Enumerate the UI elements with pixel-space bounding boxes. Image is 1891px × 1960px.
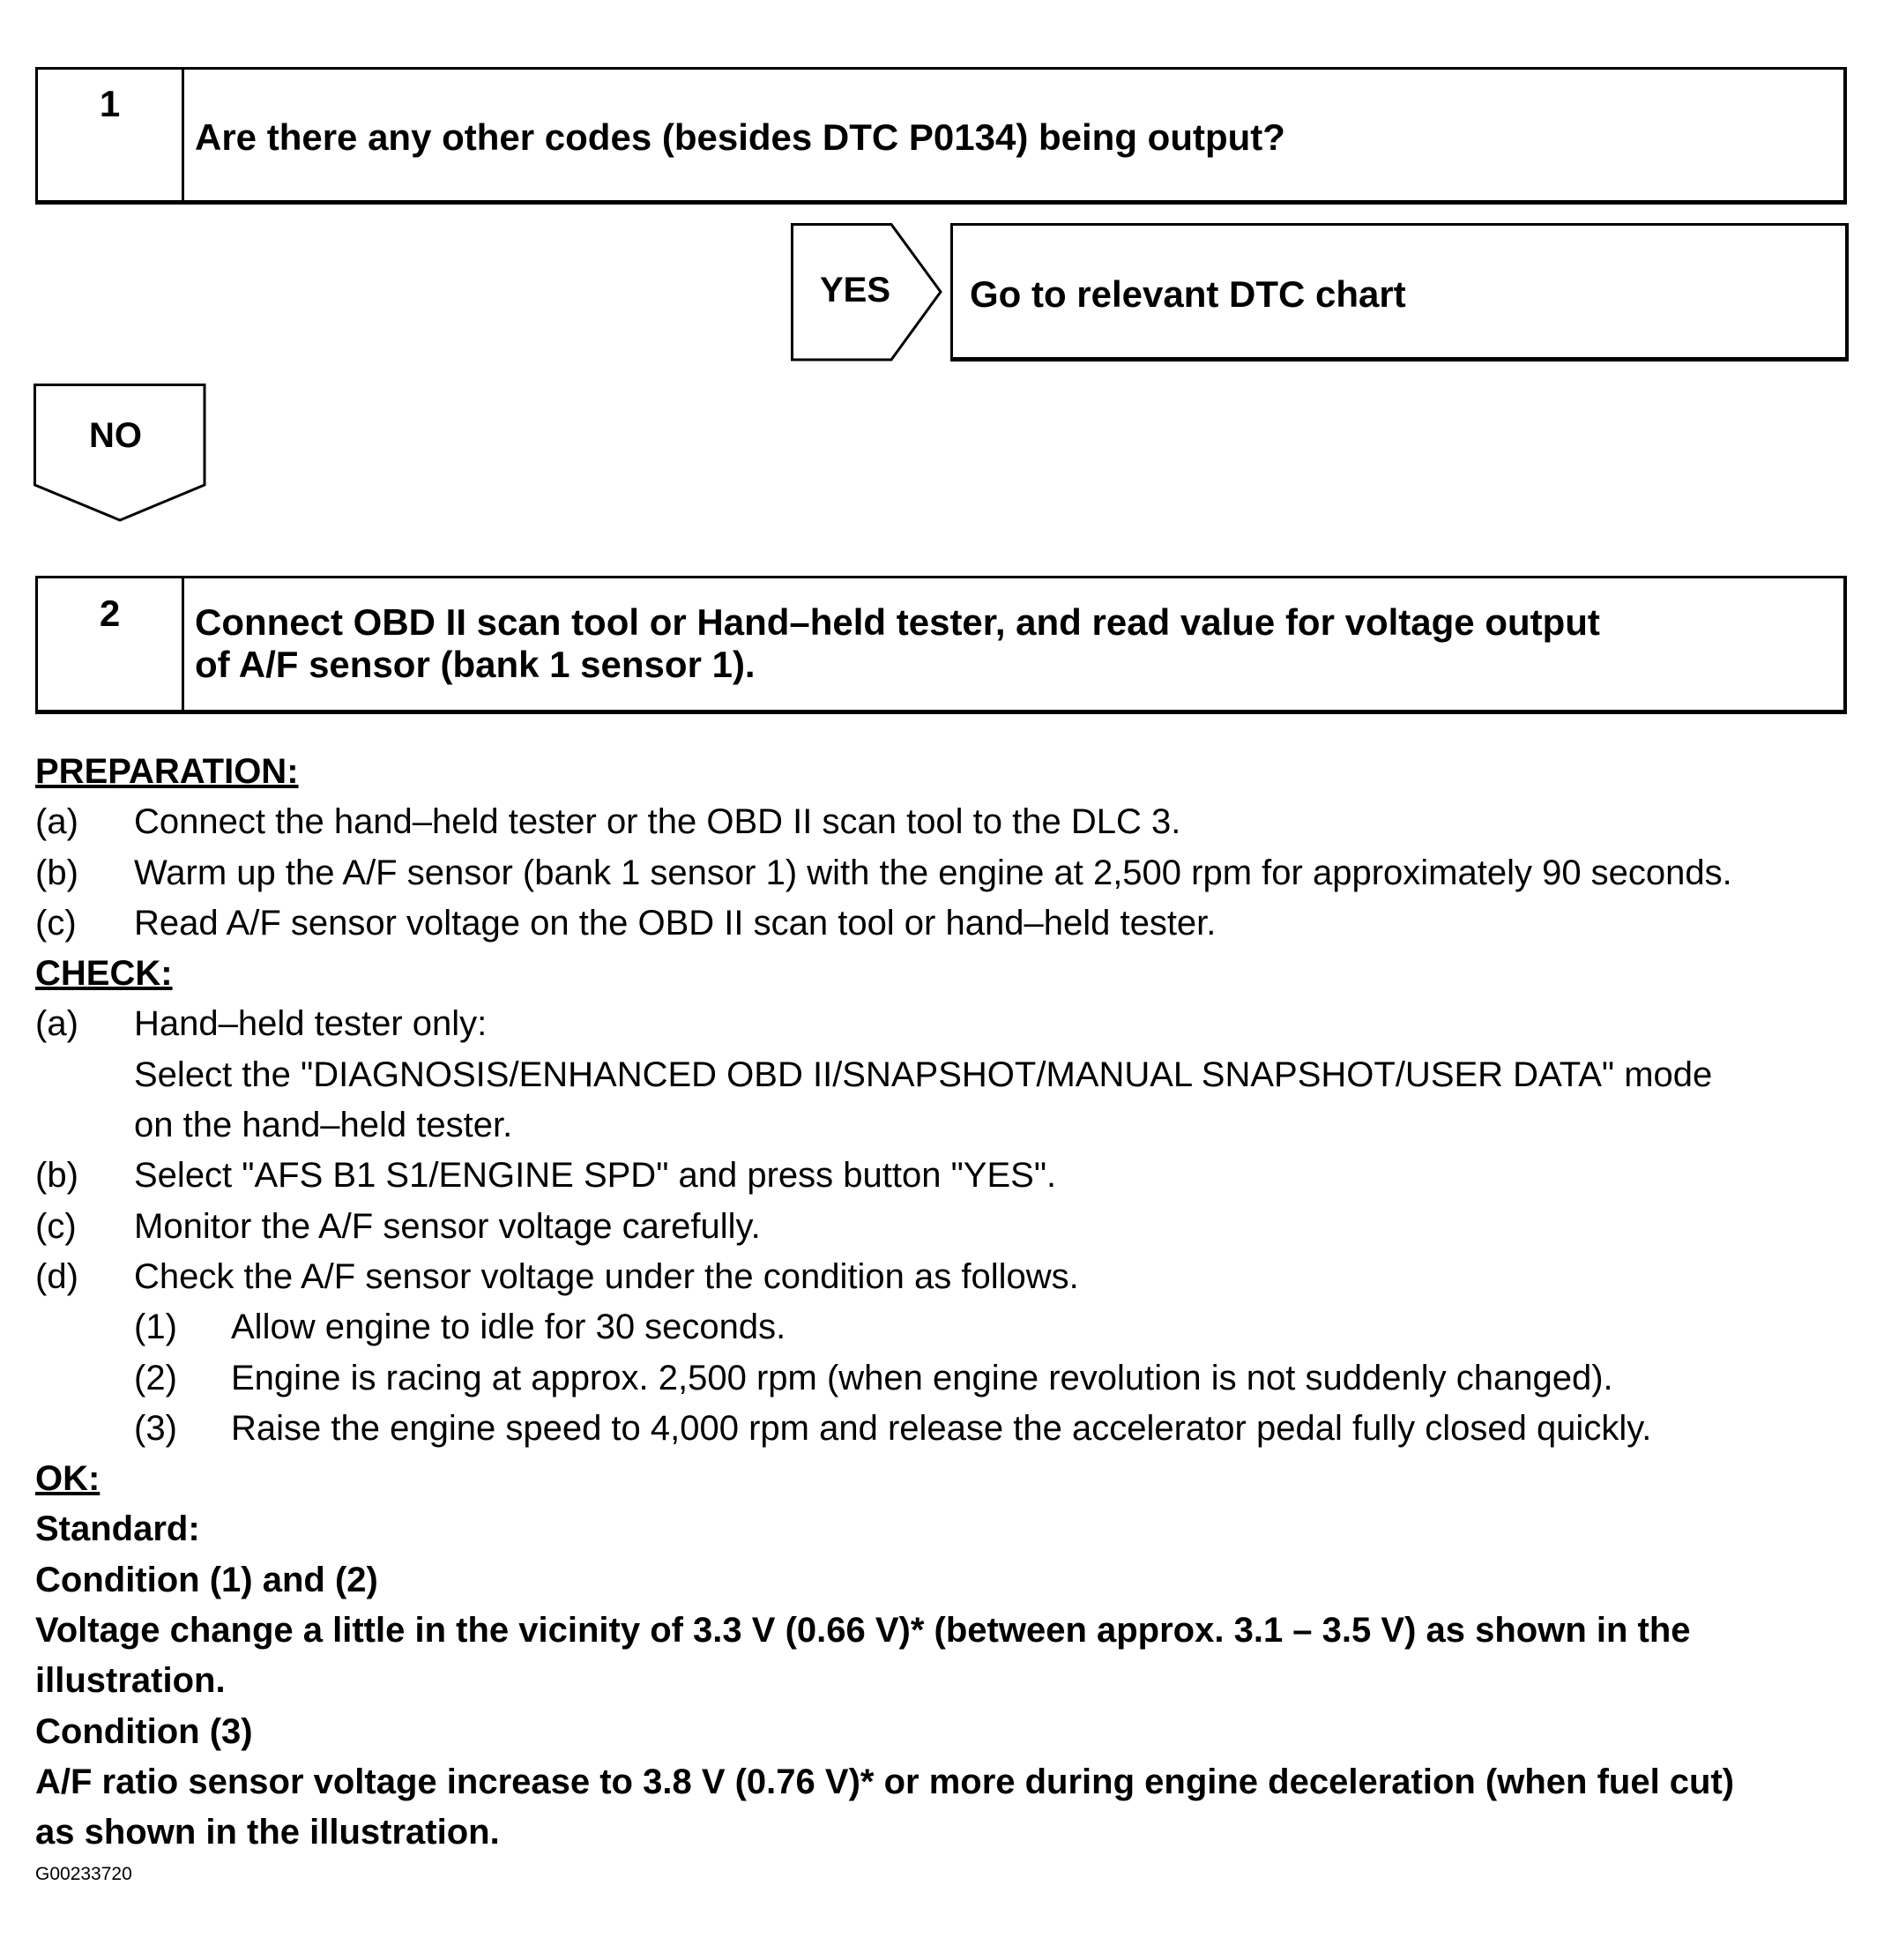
item-marker: (b)	[35, 1156, 78, 1196]
procedure-text	[35, 747, 1887, 1859]
preparation-heading: PREPARATION:	[35, 752, 299, 791]
item-marker: (2)	[134, 1358, 177, 1397]
item-text: Monitor the A/F sensor voltage carefully.	[134, 1206, 761, 1246]
list-item	[35, 797, 1887, 847]
condition-1-2-text: Voltage change a little in the vicinity of 3.3 V (0.66 V)* (between approx. 3.1 – 3.5 V) as shown in the	[35, 1611, 1691, 1651]
step-number: 1	[38, 70, 184, 200]
yes-label: YES	[820, 271, 891, 309]
item-text-continued: Select the "DIAGNOSIS/ENHANCED OBD II/SNAPSHOT/MANUAL SNAPSHOT/USER DATA" mode	[134, 1055, 1713, 1094]
figure-id: G00233720	[35, 1864, 132, 1884]
list-item	[35, 1252, 1887, 1302]
item-marker: (b)	[35, 853, 78, 892]
item-text: Hand–held tester only:	[134, 1004, 488, 1044]
item-text: Check the A/F sensor voltage under the condition as follows.	[134, 1256, 1079, 1296]
item-marker: (d)	[35, 1256, 78, 1296]
sub-list-item	[35, 1353, 1887, 1404]
step-2-box	[35, 576, 1847, 714]
step-question: Are there any other codes (besides DTC P0134) being output?	[195, 116, 1285, 158]
yes-action-text: Go to relevant DTC chart	[970, 273, 1406, 315]
item-text: Engine is racing at approx. 2,500 rpm (when engine revolution is not suddenly changed).	[231, 1358, 1613, 1397]
item-text: Connect the hand–held tester or the OBD II scan tool to the DLC 3.	[134, 802, 1181, 842]
no-label: NO	[89, 416, 142, 455]
check-heading: CHECK:	[35, 954, 173, 994]
step-number: 2	[38, 578, 184, 710]
step-1-box	[35, 67, 1847, 205]
step-instruction-line-1: Connect OBD II scan tool or Hand–held tester, and read value for voltage output	[195, 601, 1600, 643]
list-item	[35, 848, 1887, 898]
list-item	[35, 1151, 1887, 1201]
item-text: Raise the engine speed to 4,000 rpm and release the accelerator pedal fully closed quickly.	[231, 1408, 1652, 1448]
item-text-continued: on the hand–held tester.	[134, 1106, 513, 1145]
item-marker: (3)	[134, 1408, 177, 1448]
item-marker: (1)	[134, 1308, 177, 1347]
condition-3-label: Condition (3)	[35, 1711, 253, 1751]
item-marker: (c)	[35, 1206, 77, 1246]
standard-label: Standard:	[35, 1509, 200, 1549]
condition-3-text: A/F ratio sensor voltage increase to 3.8 V (0.76 V)* or more during engine deceleration (when fuel cut)	[35, 1762, 1735, 1801]
ok-heading: OK:	[35, 1459, 101, 1499]
item-marker: (c)	[35, 903, 77, 943]
list-item	[35, 1202, 1887, 1252]
condition-3-text-continued: as shown in the illustration.	[35, 1813, 500, 1852]
condition-1-2-label: Condition (1) and (2)	[35, 1560, 378, 1599]
item-marker: (a)	[35, 802, 78, 842]
item-text: Allow engine to idle for 30 seconds.	[231, 1308, 786, 1347]
step-instruction-line-2: of A/F sensor (bank 1 sensor 1).	[195, 644, 756, 685]
item-text: Select "AFS B1 S1/ENGINE SPD" and press button "YES".	[134, 1156, 1057, 1196]
list-item	[35, 999, 1887, 1049]
sub-list-item	[35, 1404, 1887, 1454]
item-text: Warm up the A/F sensor (bank 1 sensor 1) with the engine at 2,500 rpm for approximately 90 seconds.	[134, 853, 1732, 892]
sub-list-item	[35, 1302, 1887, 1353]
list-item	[35, 898, 1887, 949]
item-marker: (a)	[35, 1004, 78, 1044]
yes-action-box	[950, 223, 1849, 361]
condition-1-2-text-continued: illustration.	[35, 1661, 226, 1701]
item-text: Read A/F sensor voltage on the OBD II scan tool or hand–held tester.	[134, 903, 1217, 943]
